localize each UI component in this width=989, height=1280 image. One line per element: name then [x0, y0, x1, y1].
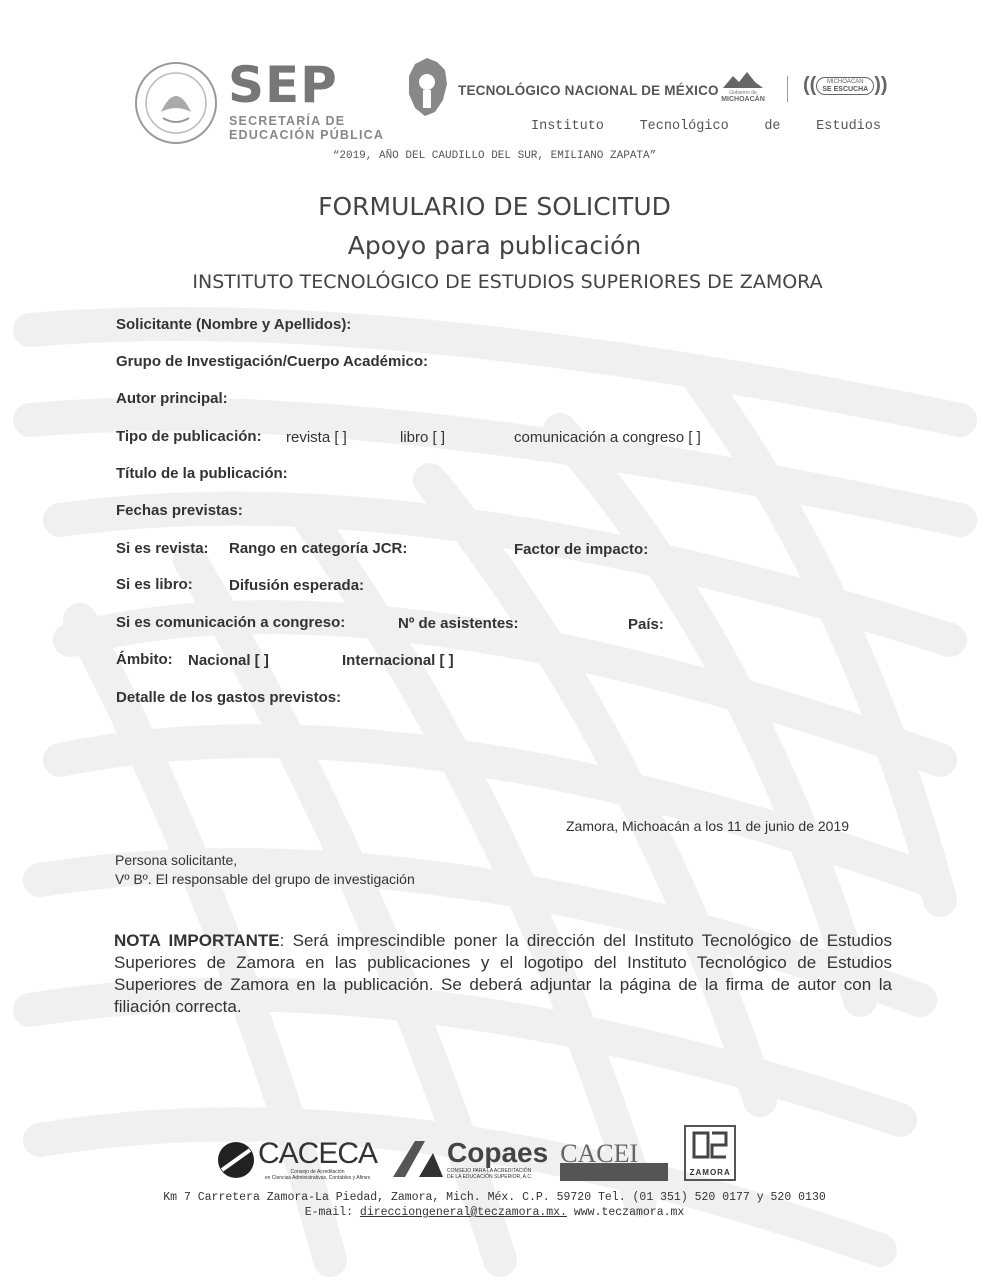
field-asistentes: Nº de asistentes:	[398, 615, 519, 632]
footer-contact: E-mail: direcciongeneral@teczamora.mx. www.teczamora.mx	[304, 1206, 685, 1219]
note-text: : Será imprescindible poner la dirección del Instituto Tecnológico de Estudios Superiores de Zamora en las publicaciones y el logotipo del Instituto Tecnológico de Estudios Superiores de Zamora en la publicación. Se deberá adjuntar la página de la firma de autor con la filiación correcta.	[114, 931, 892, 1016]
zamora-logo: ZAMORA	[684, 1125, 736, 1181]
year-motto: “2019, AÑO DEL CAUDILLO DEL SUR, EMILIANO ZAPATA”	[332, 150, 657, 162]
tecnm-logo-icon	[405, 56, 449, 118]
michoacan-se-escucha-logo: (( MICHOACÁN SE ESCUCHA ))	[803, 74, 888, 96]
field-factor-impacto: Factor de impacto:	[514, 541, 649, 558]
field-rango-jcr: Rango en categoría JCR:	[229, 540, 408, 557]
zamora-emblem-icon	[690, 1127, 730, 1163]
mexico-seal-icon	[133, 60, 219, 146]
date-line: Zamora, Michoacán a los 11 de junio de 2019	[566, 818, 850, 834]
checkbox-revista[interactable]: revista [ ]	[286, 429, 347, 446]
form-title: FORMULARIO DE SOLICITUD	[318, 192, 671, 221]
sound-waves-right-icon: ))	[874, 74, 888, 96]
tecnm-name: TECNOLÓGICO NACIONAL DE MÉXICO	[458, 83, 719, 98]
michoacan-icon	[721, 70, 765, 90]
website-link[interactable]: www.teczamora.mx	[573, 1206, 685, 1219]
footer-address: Km 7 Carretera Zamora-La Piedad, Zamora, Mich. Méx. C.P. 59720 Tel. (01 351) 520 0177 y 520 0130	[163, 1191, 826, 1204]
copaes-icon	[389, 1137, 447, 1181]
sound-waves-left-icon: ((	[803, 74, 817, 96]
field-autor: Autor principal:	[116, 390, 228, 407]
institute-name: INSTITUTO TECNOLÓGICO DE ESTUDIOS SUPERIORES DE ZAMORA	[192, 271, 823, 293]
cacei-logo: CACEI	[560, 1141, 672, 1181]
sep-subtitle: SECRETARÍA DE EDUCACIÓN PÚBLICA	[229, 114, 385, 142]
field-gastos: Detalle de los gastos previstos:	[116, 689, 342, 706]
field-ambito-label: Ámbito:	[116, 651, 173, 668]
field-difusion: Difusión esperada:	[229, 577, 365, 594]
checkbox-libro[interactable]: libro [ ]	[400, 429, 446, 446]
field-fechas: Fechas previstas:	[116, 502, 243, 519]
sep-logo-text: SEP	[228, 56, 338, 114]
checkbox-nacional[interactable]: Nacional [ ]	[188, 652, 269, 669]
field-revista-label: Si es revista:	[116, 540, 209, 557]
field-libro-label: Si es libro:	[116, 576, 193, 593]
caceca-logo: CACECA Consejo de Acreditación en Ciencias Administrativas, Contables y Afines	[216, 1139, 377, 1181]
checkbox-congreso[interactable]: comunicación a congreso [ ]	[514, 429, 701, 446]
accreditation-logos	[216, 1125, 736, 1181]
important-note	[114, 930, 892, 1018]
field-titulo: Título de la publicación:	[116, 465, 288, 482]
field-congreso-label: Si es comunicación a congreso:	[116, 614, 346, 631]
field-pais: País:	[628, 616, 664, 633]
field-grupo: Grupo de Investigación/Cuerpo Académico:	[116, 353, 428, 370]
instituto-header-line: Instituto Tecnológico de Estudios	[531, 119, 881, 134]
caceca-circle-icon	[216, 1140, 256, 1180]
note-label: NOTA IMPORTANTE	[114, 931, 280, 950]
field-solicitante: Solicitante (Nombre y Apellidos):	[116, 316, 352, 333]
email-link[interactable]: direcciongeneral@teczamora.mx.	[359, 1206, 567, 1219]
checkbox-internacional[interactable]: Internacional [ ]	[342, 652, 454, 669]
field-tipo-label: Tipo de publicación:	[116, 428, 262, 445]
michoacan-logo: Gobierno de MICHOACÁN	[716, 70, 770, 104]
copaes-logo: Copaes CONSEJO PARA LA ACREDITACIÓN DE LA EDUCACIÓN SUPERIOR, A.C.	[389, 1137, 548, 1181]
signature-block: Persona solicitante, Vº Bº. El responsable del grupo de investigación	[115, 852, 415, 887]
form-subtitle: Apoyo para publicación	[347, 231, 642, 260]
logo-divider	[787, 76, 788, 102]
